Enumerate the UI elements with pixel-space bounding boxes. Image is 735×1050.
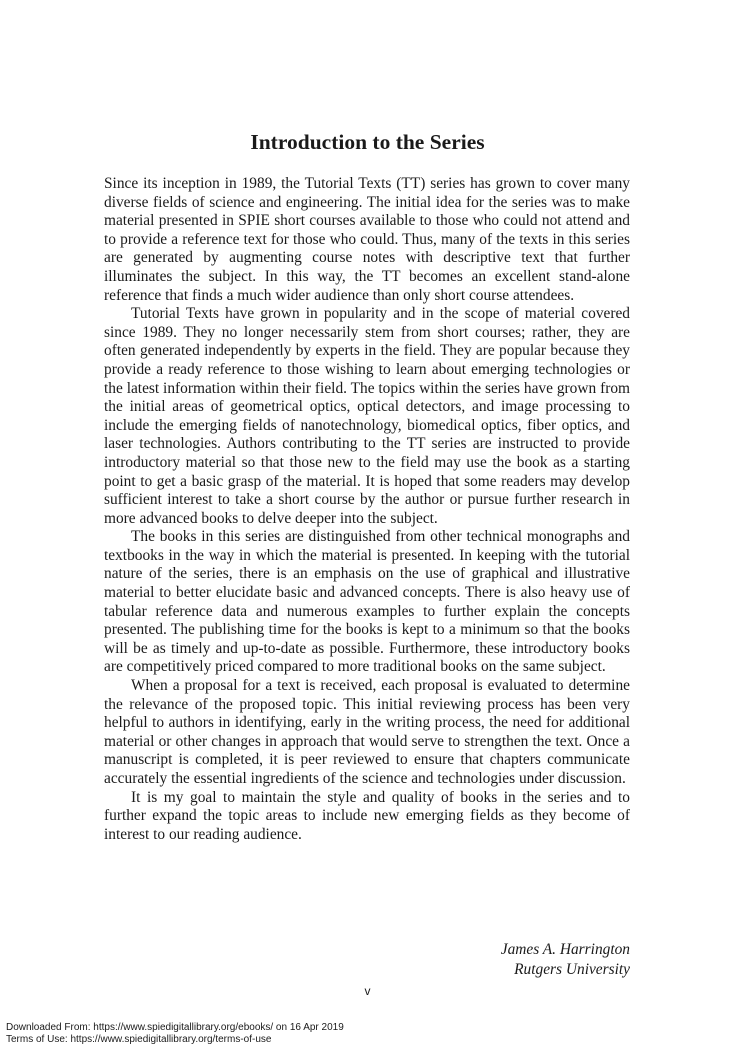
paragraph-3: The books in this series are distinguished from other technical monographs and textbooks in the way in which the material is presented. In keeping with the tutorial nature of the series, there is an emphasis on the use of graphical and illustrative material to better elucidate basic and advanced concepts. There is also heavy use of tabular reference data and numerous examples to further explain the concepts presented. The publishing time for the books is kept to a minimum so that the books will be as timely and up-to-date as possible. Furthermore, these introductory books are competitively priced compared to more traditional books on the same subject. [104, 528, 630, 676]
paragraph-1: Since its inception in 1989, the Tutorial Texts (TT) series has grown to cover many diverse fields of science and engineering. The initial idea for the series was to make material presented in SPIE short courses available to those who could not attend and to provide a reference text for those who could. Thus, many of the texts in this series are generated by augmenting course notes with descriptive text that further illuminates the subject. In this way, the TT becomes an excellent stand-alone reference that finds a much wider audience than only short course attendees. [104, 175, 630, 304]
download-footer [6, 1022, 344, 1045]
signature-name: James A. Harrington [500, 941, 630, 958]
page-number: v [364, 984, 371, 998]
paragraph-4: When a proposal for a text is received, each proposal is evaluated to determine the relevance of the proposed topic. This initial reviewing process has been very helpful to authors in identifying, early in the writing process, the need for additional material or other changes in approach that would serve to strengthen the text. Once a manuscript is completed, it is peer reviewed to ensure that chapters communicate accurately the essential ingredients of the science and technologies under discussion. [104, 677, 630, 787]
signature-affiliation: Rutgers University [514, 961, 630, 978]
paragraph-5: It is my goal to maintain the style and quality of books in the series and to further expand the topic areas to include new emerging fields as they become of interest to our reading audience. [104, 788, 630, 843]
page-title: Introduction to the Series [250, 130, 485, 154]
signature-block [501, 940, 630, 980]
footer-terms-line: Terms of Use: https://www.spiedigitallibrary.org/terms-of-use [6, 1033, 272, 1045]
body-text [104, 175, 630, 844]
paragraph-2: Tutorial Texts have grown in popularity and in the scope of material covered since 1989. They no longer necessarily stem from short courses; rather, they are often generated independently by experts in the field. They are popular because they provide a ready reference to those wishing to learn about emerging technologies or the latest information within their field. The topics within the series have grown from the initial areas of geometrical optics, optical detectors, and image processing to include the emerging fields of nanotechnology, biomedical optics, fiber optics, and laser technologies. Authors contributing to the TT series are instructed to provide introductory material so that those new to the field may use the book as a starting point to get a basic grasp of the material. It is hoped that some readers may develop sufficient interest to take a short course by the author or pursue further research in more advanced books to delve deeper into the subject. [104, 305, 630, 527]
footer-downloaded-line: Downloaded From: https://www.spiedigitallibrary.org/ebooks/ on 16 Apr 2019 [6, 1022, 344, 1033]
